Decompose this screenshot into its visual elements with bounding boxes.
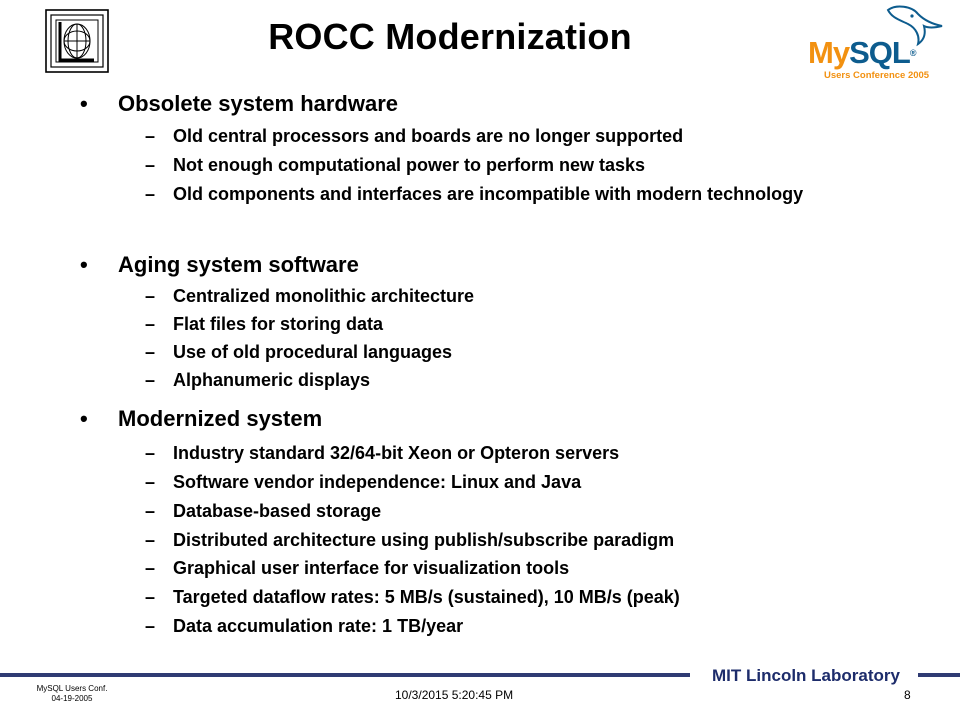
- list-item-text: Database-based storage: [173, 501, 382, 521]
- list-item-text: Old components and interfaces are incompatible with modern technology: [173, 184, 804, 204]
- list-item-text: Old central processors and boards are no longer supported: [173, 126, 684, 146]
- bullet-icon: •: [80, 91, 88, 116]
- list-item-text: Data accumulation rate: 1 TB/year: [173, 616, 464, 636]
- dash-icon: –: [145, 155, 156, 175]
- list-item-text: Flat files for storing data: [173, 314, 384, 334]
- dash-icon: –: [145, 530, 156, 550]
- list-item-text: Graphical user interface for visualization tools: [173, 558, 570, 578]
- footer-timestamp: 10/3/2015 5:20:45 PM: [395, 688, 514, 702]
- dash-icon: –: [145, 126, 156, 146]
- mysql-conference-subtitle: Users Conference 2005: [824, 70, 930, 81]
- dash-icon: –: [145, 501, 156, 521]
- mysql-wordmark: [808, 36, 915, 70]
- mysql-registered-mark: ®: [909, 48, 916, 58]
- footer-conference: [12, 684, 132, 704]
- list-item-text: Not enough computational power to perform new tasks: [173, 155, 646, 175]
- dash-icon: –: [145, 443, 156, 463]
- list-item-text: Software vendor independence: Linux and Java: [173, 472, 582, 492]
- dash-icon: –: [145, 184, 156, 204]
- footer-conference-name: MySQL Users Conf.: [36, 684, 108, 693]
- footer-lab-name: MIT Lincoln Laboratory: [712, 666, 900, 685]
- section-heading: Modernized system: [118, 406, 323, 431]
- list-item-text: Industry standard 32/64-bit Xeon or Opteron servers: [173, 443, 620, 463]
- list-item-text: Use of old procedural languages: [173, 342, 453, 362]
- list-item-text: Alphanumeric displays: [173, 370, 371, 390]
- dash-icon: –: [145, 616, 156, 636]
- mysql-sql-text: SQL: [849, 35, 910, 70]
- list-item-text: Centralized monolithic architecture: [173, 286, 475, 306]
- dash-icon: –: [145, 286, 156, 306]
- dash-icon: –: [145, 587, 156, 607]
- section-heading: Obsolete system hardware: [118, 91, 399, 116]
- footer-conference-date: 04-19-2005: [51, 694, 93, 703]
- bullet-icon: •: [80, 252, 88, 277]
- bullet-icon: •: [80, 406, 88, 431]
- dash-icon: –: [145, 370, 156, 390]
- dash-icon: –: [145, 472, 156, 492]
- footer-rule-left: [0, 673, 690, 677]
- section-heading: Aging system software: [118, 252, 359, 277]
- slide-title: ROCC Modernization: [268, 16, 632, 57]
- list-item-text: Targeted dataflow rates: 5 MB/s (sustained), 10 MB/s (peak): [173, 587, 680, 607]
- dash-icon: –: [145, 342, 156, 362]
- list-item-text: Distributed architecture using publish/subscribe paradigm: [173, 530, 675, 550]
- dash-icon: –: [145, 558, 156, 578]
- dash-icon: –: [145, 314, 156, 334]
- mysql-my-text: My: [808, 35, 850, 70]
- footer-rule-right: [918, 673, 960, 677]
- footer-page-number: 8: [904, 688, 911, 702]
